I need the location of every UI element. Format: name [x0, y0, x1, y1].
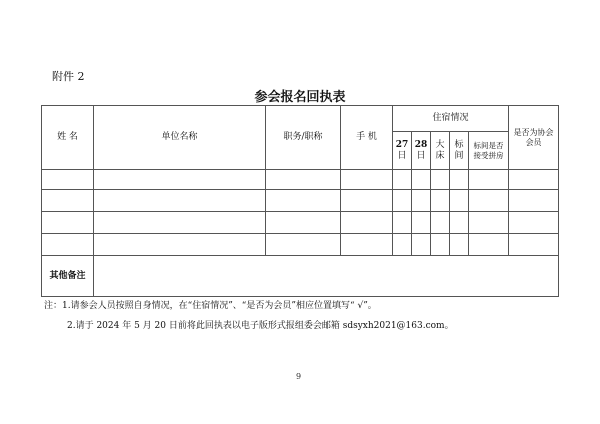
cell-day-28[interactable] — [412, 212, 431, 234]
cell-name[interactable] — [42, 170, 94, 190]
day-28-number: 28 — [414, 139, 428, 150]
cell-phone[interactable] — [341, 212, 393, 234]
header-phone: 手 机 — [341, 106, 393, 170]
cell-standard-room[interactable] — [450, 212, 469, 234]
cell-day-28[interactable] — [412, 190, 431, 212]
cell-position[interactable] — [266, 170, 341, 190]
cell-big-bed[interactable] — [431, 234, 450, 256]
header-member: 是否为协会会员 — [509, 106, 559, 170]
cell-member[interactable] — [509, 190, 559, 212]
cell-member[interactable] — [509, 170, 559, 190]
cell-unit[interactable] — [94, 170, 266, 190]
cell-standard-room[interactable] — [450, 170, 469, 190]
cell-day-28[interactable] — [412, 170, 431, 190]
cell-position[interactable] — [266, 234, 341, 256]
header-day-27 — [393, 132, 412, 170]
header-big-bed: 大床 — [431, 132, 450, 170]
cell-big-bed[interactable] — [431, 212, 450, 234]
cell-share-room[interactable] — [469, 170, 509, 190]
cell-phone[interactable] — [341, 190, 393, 212]
header-share-room: 标间是否接受拼房 — [469, 132, 509, 170]
notes-section — [44, 300, 454, 333]
form-title: 参会报名回执表 — [254, 90, 346, 105]
cell-day-28[interactable] — [412, 234, 431, 256]
cell-phone[interactable] — [341, 234, 393, 256]
cell-share-room[interactable] — [469, 190, 509, 212]
table-row — [42, 212, 559, 234]
remarks-label: 其他备注 — [42, 256, 94, 297]
registration-table — [41, 105, 559, 297]
cell-day-27[interactable] — [393, 234, 412, 256]
cell-day-27[interactable] — [393, 190, 412, 212]
remarks-field[interactable] — [94, 256, 559, 297]
page-number: 9 — [296, 372, 302, 381]
cell-unit[interactable] — [94, 234, 266, 256]
cell-standard-room[interactable] — [450, 234, 469, 256]
cell-unit[interactable] — [94, 212, 266, 234]
day-27-unit: 日 — [397, 150, 407, 161]
header-standard-room: 标间 — [450, 132, 469, 170]
header-unit: 单位名称 — [94, 106, 266, 170]
cell-member[interactable] — [509, 212, 559, 234]
cell-standard-room[interactable] — [450, 190, 469, 212]
cell-name[interactable] — [42, 190, 94, 212]
header-position: 职务/职称 — [266, 106, 341, 170]
cell-position[interactable] — [266, 212, 341, 234]
cell-big-bed[interactable] — [431, 190, 450, 212]
attachment-label: 附件 2 — [52, 70, 85, 83]
cell-big-bed[interactable] — [431, 170, 450, 190]
cell-member[interactable] — [509, 234, 559, 256]
table-row — [42, 170, 559, 190]
header-lodging: 住宿情况 — [393, 106, 509, 132]
cell-name[interactable] — [42, 212, 94, 234]
day-27-number: 27 — [395, 139, 409, 150]
cell-day-27[interactable] — [393, 212, 412, 234]
cell-phone[interactable] — [341, 170, 393, 190]
cell-name[interactable] — [42, 234, 94, 256]
header-name: 姓 名 — [42, 106, 94, 170]
cell-day-27[interactable] — [393, 170, 412, 190]
day-28-unit: 日 — [416, 150, 426, 161]
table-row — [42, 234, 559, 256]
note-2: 2.请于 2024 年 5 月 20 日前将此回执表以电子版形式报组委会邮箱 sdsyxh2021@163.com。 — [67, 321, 454, 331]
cell-share-room[interactable] — [469, 234, 509, 256]
cell-share-room[interactable] — [469, 212, 509, 234]
cell-position[interactable] — [266, 190, 341, 212]
header-day-28 — [412, 132, 431, 170]
note-1: 注：1.请参会人员按照自身情况，在“住宿情况”、“是否为会员”相应位置填写“ √”。 — [44, 301, 377, 311]
cell-unit[interactable] — [94, 190, 266, 212]
table-row — [42, 190, 559, 212]
